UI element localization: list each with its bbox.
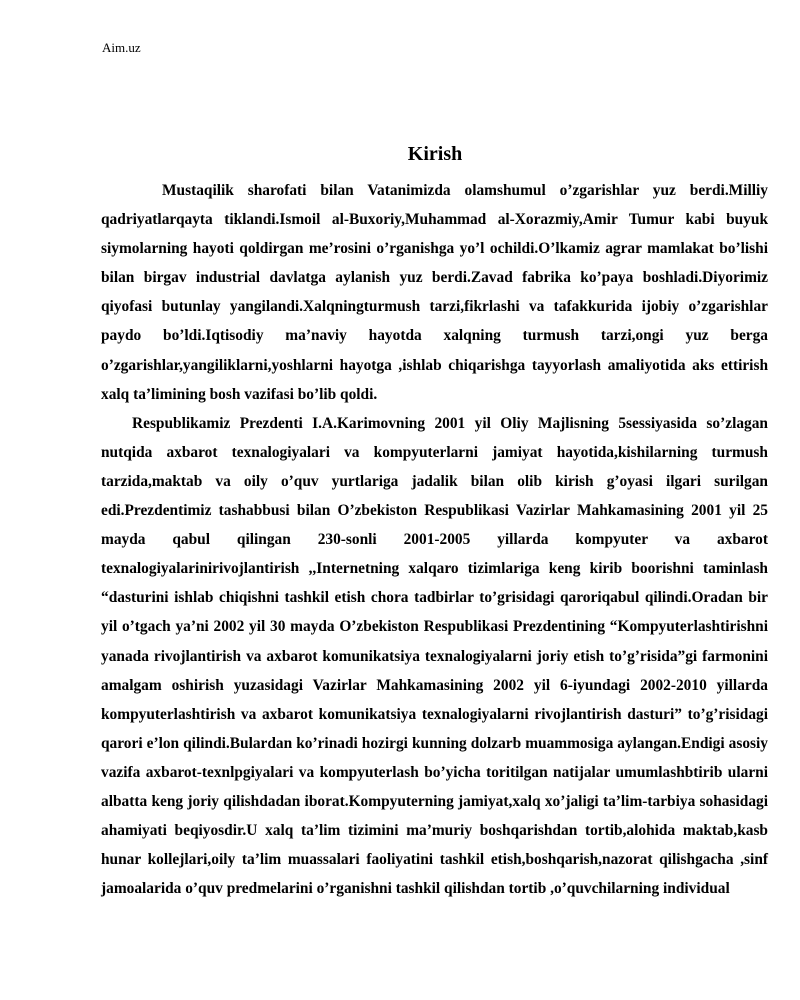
paragraph: Mustaqilik sharofati bilan Vatanimizda olamshumul o’zgarishlar yuz berdi.Milliy qadriyatlarqayta tiklandi.Ismoil al-Buxoriy,Muhammad al-Xorazmiy,Amir Tumur kabi buyuk siymolarning hayoti qoldirgan me’rosini o’rganishga yo’l ochildi.O’lkamiz agrar mamlakat bo’lishi bilan birgav industrial davlatga aylanish yuz berdi.Zavad fabrika ko’paya boshladi.Diyorimiz qiyofasi butunlay yangilandi.Xalqningturmush tarzi,fikrlashi va tafakkurida ijobiy o’zgarishlar paydo bo’ldi.Iqtisodiy ma’naviy hayotda xalqning turmush tarzi,ongi yuz berga o’zgarishlar,yangiliklarni,yoshlarni hayotga ,ishlab chiqarishga tayyorlash amaliyotida aks ettirish xalq ta’limining bosh vazifasi bo’lib qoldi. [101,182,768,403]
section-title: Kirish [407,143,463,165]
page-header: Aim.uz [102,40,141,55]
paragraph: Respublikamiz Prezdenti I.A.Karimovning 2001 yil Oliy Majlisning 5sessiyasida so’zlagan nutqida axbarot texnalogiyalari va kompyuterlarni jamiyat hayotida,kishilarning turmush tarzida,maktab va oily o’quv yurtlariga jadalik bilan olib kirish g’oyasi ilgari surilgan edi.Prezdentimiz tashabbusi bilan O’zbekiston Respublikasi Vazirlar Mahkamasining 2001 yil 25 mayda qabul qilingan 230-sonli 2001-2005 yillarda kompyuter va axbarot texnalogiyalarinirivojlantirish ,,Internetning xalqaro tizimlariga keng kirib boorishni taminlash “dasturini ishlab chiqishni tashkil etish chora tadbirlar to’grisidagi qaroriqabul qilindi.Oradan bir yil o’tgach ya’ni 2002 yil 30 mayda O’zbekiston Respublikasi Prezdentining “Kompyuterlashtirishni yanada rivojlantirish va axbarot komunikatsiya texnalogiyalarni joriy etish to’g’risida”gi farmonini amalgam oshirish yuzasidagi Vazirlar Mahkamasining 2002 yil 6-iyundagi 2002-2010 yillarda kompyuterlashtirish va axbarot komunikatsiya texnalogiyalarni rivojlantirish dasturi” to’g’risidagi qarori e’lon qilindi.Bulardan ko’rinadi hozirgi kunning dolzarb muammosiga aylangan.Endigi asosiy vazifa axbarot-texnlpgiyalari va kompyuterlash bo’yicha toritilgan natijalar umumlashbtirib ularni albatta keng joriy qilishdadan iborat.Kompyuterning jamiyat,xalq xo’jaligi ta’lim-tarbiya sohasidagi ahamiyati beqiyosdir.U xalq ta’lim tizimini ma’muriy boshqarishdan tortib,alohida maktab,kasb hunar kollejlari,oily ta’lim muassalari faoliyatini tashkil etish,boshqarish,nazorat qilishgacha ,sinf jamoalarida o’quv predmelarini o’rganishni tashkil qilishdan tortib ,o’quvchilarning individual [101,414,768,898]
document-body [101,176,768,903]
